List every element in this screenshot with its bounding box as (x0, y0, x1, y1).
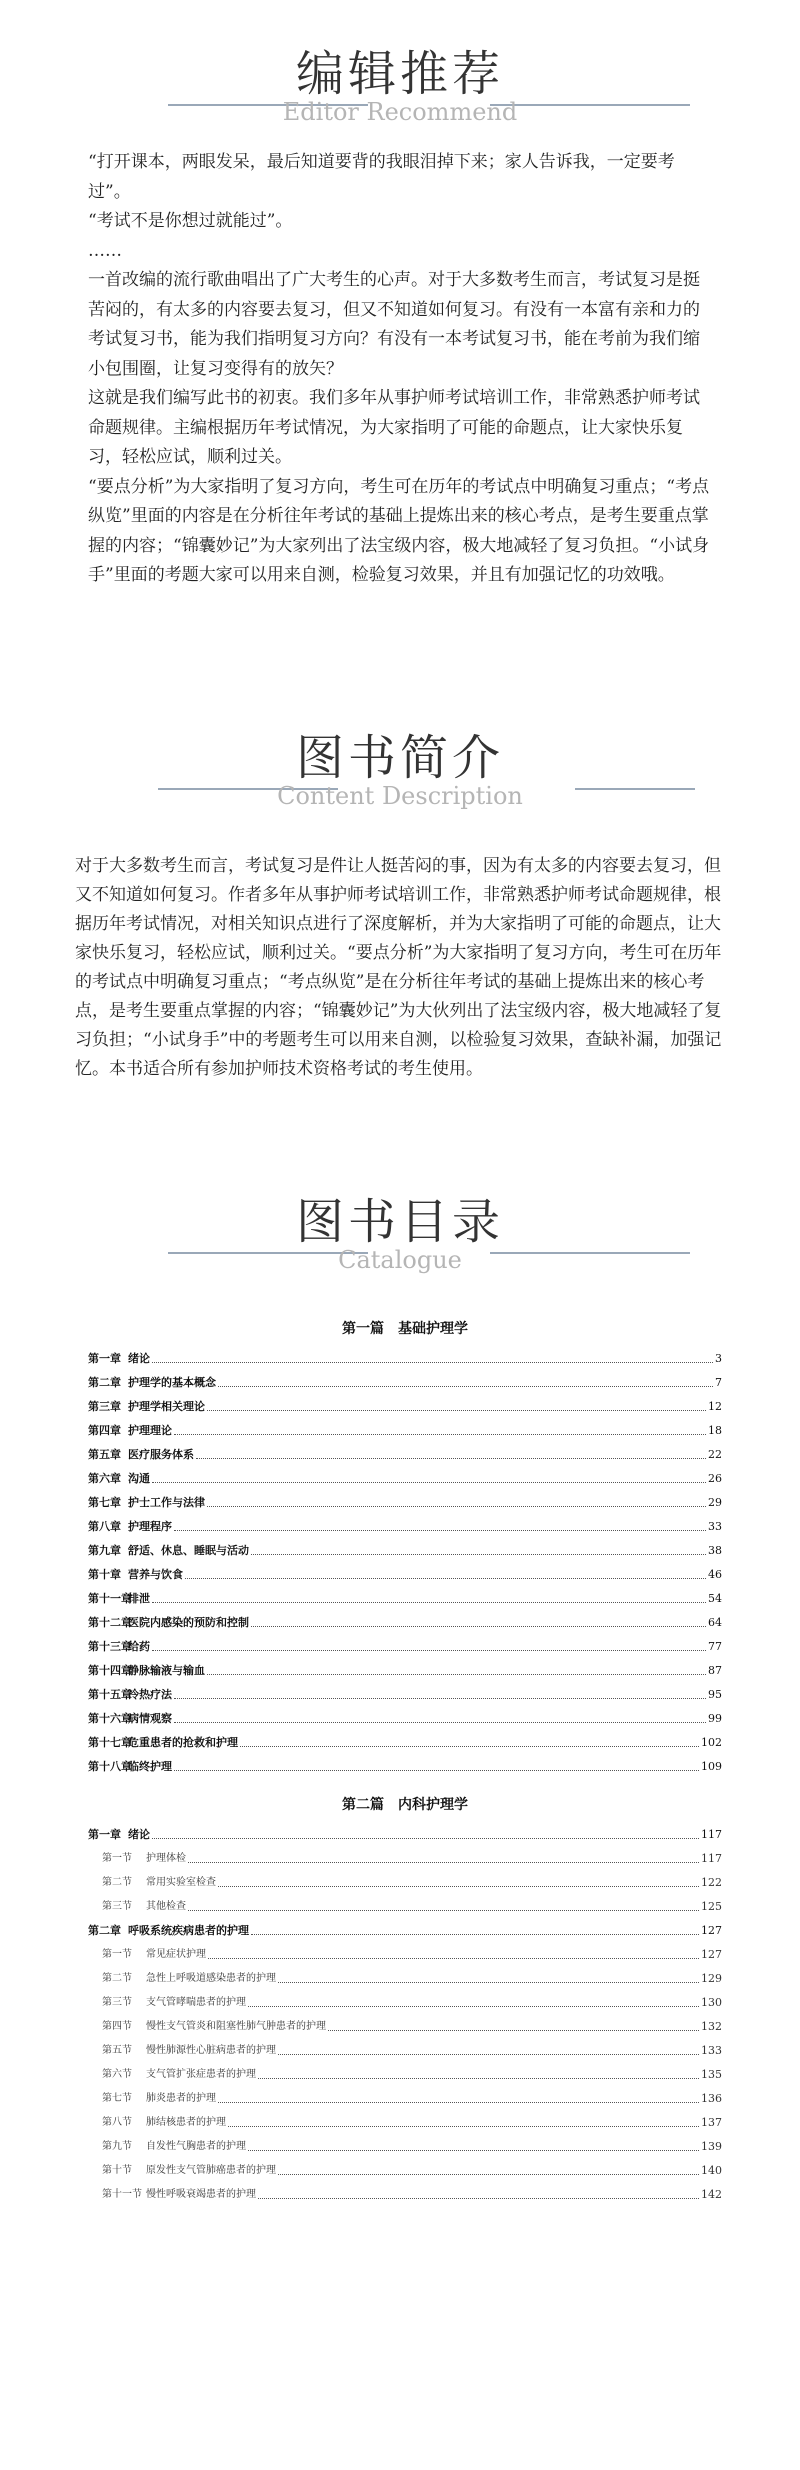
toc-chapter-title: 沟通 (128, 1472, 150, 1485)
toc-chapter-row[interactable] (88, 1728, 722, 1752)
toc-leader-dots (174, 1697, 706, 1699)
toc-section-number: 第十节 (102, 2165, 132, 2176)
toc-chapter-number: 第十二章 (88, 1616, 132, 1629)
toc-leader-dots (218, 2101, 699, 2103)
toc-section-title: 慢性呼吸衰竭患者的护理 (146, 2189, 256, 2200)
toc-section-number: 第八节 (102, 2117, 132, 2128)
toc-part-2-list (88, 1820, 722, 2204)
toc-section-row[interactable] (88, 2156, 722, 2180)
toc-chapter-title: 危重患者的抢救和护理 (128, 1736, 238, 1749)
toc-page-number: 64 (708, 1616, 722, 1629)
toc-leader-dots (207, 1409, 706, 1411)
toc-leader-dots (207, 1505, 706, 1507)
intro-body (75, 852, 723, 1084)
toc-section-row[interactable] (88, 2084, 722, 2108)
toc-leader-dots (278, 2173, 699, 2175)
toc-page-number: 99 (708, 1712, 722, 1725)
toc-chapter-row[interactable] (88, 1916, 722, 1940)
catalogue-subtitle: Catalogue (338, 1246, 462, 1274)
toc-section-number: 第二节 (102, 1877, 132, 1888)
toc-section-title: 慢性支气管炎和阻塞性肺气肿患者的护理 (146, 2021, 326, 2032)
toc-leader-dots (174, 1721, 706, 1723)
toc-chapter-title: 护理学相关理论 (128, 1400, 205, 1413)
toc-section-title: 肺炎患者的护理 (146, 2093, 216, 2104)
editor-paragraph-5: 这就是我们编写此书的初衷。我们多年从事护师考试培训工作，非常熟悉护师考试命题规律。主编根据历年考试情况，为大家指明了可能的命题点，让大家快乐复习，轻松应试，顺利过关。 (88, 388, 700, 467)
toc-section-title: 原发性支气管肺癌患者的护理 (146, 2165, 276, 2176)
toc-section-number: 第六节 (102, 2069, 132, 2080)
toc-leader-dots (174, 1769, 699, 1771)
toc-section-row[interactable] (88, 1988, 722, 2012)
toc-chapter-number: 第十四章 (88, 1664, 132, 1677)
toc-section-number: 第二节 (102, 1973, 132, 1984)
toc-chapter-title: 临终护理 (128, 1760, 172, 1773)
toc-page-number: 46 (708, 1568, 722, 1581)
toc-leader-dots (174, 1529, 706, 1531)
toc-page-number: 7 (715, 1376, 722, 1389)
toc-section-number: 第九节 (102, 2141, 132, 2152)
toc-section-number: 第七节 (102, 2093, 132, 2104)
toc-section-row[interactable] (88, 2180, 722, 2204)
toc-section-row[interactable] (88, 2012, 722, 2036)
toc-section-number: 第一节 (102, 1949, 132, 1960)
toc-leader-dots (248, 2005, 699, 2007)
toc-page-number: 87 (708, 1664, 722, 1677)
toc-chapter-number: 第四章 (88, 1424, 121, 1437)
toc-page-number: 102 (701, 1736, 722, 1749)
toc-leader-dots (278, 2053, 699, 2055)
toc-section-title: 支气管哮喘患者的护理 (146, 1997, 246, 2008)
toc-leader-dots (218, 1885, 699, 1887)
toc-page-number: 132 (701, 2020, 722, 2033)
toc-chapter-row[interactable] (88, 1512, 722, 1536)
toc-chapter-number: 第六章 (88, 1472, 121, 1485)
toc-section-title: 支气管扩张症患者的护理 (146, 2069, 256, 2080)
editor-paragraph-2: “考试不是你想过就能过”。 (88, 211, 293, 231)
toc-section-number: 第三节 (102, 1997, 132, 2008)
toc-chapter-title: 护理程序 (128, 1520, 172, 1533)
toc-chapter-title: 呼吸系统疾病患者的护理 (128, 1924, 249, 1937)
toc-leader-dots (208, 1957, 699, 1959)
toc-section-title: 常见症状护理 (146, 1949, 206, 1960)
catalogue-title: 图书目录 (295, 1194, 504, 1250)
toc-section-title: 自发性气胸患者的护理 (146, 2141, 246, 2152)
toc-section-title: 慢性肺源性心脏病患者的护理 (146, 2045, 276, 2056)
toc-chapter-row[interactable] (88, 1368, 722, 1392)
intro-paragraph: 对于大多数考生而言，考试复习是件让人挺苦闷的事，因为有太多的内容要去复习，但又不知道如何复习。作者多年从事护师考试培训工作，非常熟悉护师考试命题规律，根据历年考试情况，对相关知识点进行了深度解析，并为大家指明了可能的命题点，让大家快乐复习，轻松应试，顺利过关。“要点分析”为大家指明了复习方向，考生可在历年的考试点中明确复习重点；“考点纵览”是在分析往年考试的基础上提炼出来的核心考点，是考生要重点掌握的内容；“锦囊妙记”为大伙列出了法宝级内容，极大地减轻了复习负担；“小试身手”中的考题考生可以用来自测，以检验复习效果，查缺补漏，加强记忆。本书适合所有参加护师技术资格考试的考生使用。 (75, 856, 722, 1079)
toc-chapter-row[interactable] (88, 1632, 722, 1656)
editor-subtitle: Editor Recommend (282, 98, 518, 126)
toc-chapter-title: 排泄 (128, 1592, 150, 1605)
toc-page-number: 38 (708, 1544, 722, 1557)
toc-chapter-number: 第二章 (88, 1924, 121, 1937)
intro-subtitle: Content Description (277, 782, 523, 810)
toc-leader-dots (278, 1981, 699, 1983)
toc-chapter-row[interactable] (88, 1536, 722, 1560)
editor-title: 编辑推荐 (295, 46, 504, 102)
toc-chapter-2-sections (88, 1940, 722, 2204)
toc-section-title: 急性上呼吸道感染患者的护理 (146, 1973, 276, 1984)
toc-page-number: 77 (708, 1640, 722, 1653)
toc-section-title: 肺结核患者的护理 (146, 2117, 226, 2128)
toc-chapter-row[interactable] (88, 1344, 722, 1368)
toc-section-number: 第五节 (102, 2045, 132, 2056)
editor-paragraph-1: “打开课本，两眼发呆，最后知道要背的我眼泪掉下来；家人告诉我，一定要考过”。 (88, 152, 675, 202)
intro-title: 图书简介 (295, 730, 504, 786)
toc-section-title: 其他检查 (146, 1901, 186, 1912)
toc-chapter-title: 医疗服务体系 (128, 1448, 194, 1461)
toc-page-number: 135 (701, 2068, 722, 2081)
toc-chapter-title: 绪论 (128, 1352, 150, 1365)
editor-paragraph-6: “要点分析”为大家指明了复习方向，考生可在历年的考试点中明确复习重点；“考点纵览”里面的内容是在分析往年考试的基础上提炼出来的核心考点，是考生要重点掌握的内容；“锦囊妙记”为大家列出了法宝级内容，极大地减轻了复习负担。“小试身手”里面的考题大家可以用来自测，检验复习效果，并且有加强记忆的功效哦。 (88, 476, 710, 585)
toc-leader-dots (174, 1433, 706, 1435)
toc-page-number: 140 (701, 2164, 722, 2177)
toc-page-number: 33 (708, 1520, 722, 1533)
editor-body (88, 148, 712, 591)
toc-section-row[interactable] (88, 1868, 722, 1892)
toc-page-number: 95 (708, 1688, 722, 1701)
toc-section-title: 护理体检 (146, 1853, 186, 1864)
toc-chapter-number: 第十三章 (88, 1640, 132, 1653)
toc-chapter-number: 第五章 (88, 1448, 121, 1461)
toc-part-2-title: 第二篇 内科护理学 (342, 1797, 468, 1813)
toc-chapter-row[interactable] (88, 1820, 722, 1844)
toc-section-row[interactable] (88, 2036, 722, 2060)
toc-page-number: 18 (708, 1424, 722, 1437)
toc-chapter-number: 第十五章 (88, 1688, 132, 1701)
toc-leader-dots (258, 2197, 699, 2199)
toc-section-row[interactable] (88, 2060, 722, 2084)
toc-page-number: 136 (701, 2092, 722, 2105)
toc-chapter-title: 给药 (128, 1640, 150, 1653)
toc-chapter-number: 第一章 (88, 1352, 121, 1365)
toc-leader-dots (196, 1457, 706, 1459)
toc-page-number: 122 (701, 1876, 722, 1889)
toc-page-number: 127 (701, 1948, 722, 1961)
intro-header (0, 730, 800, 810)
toc-chapter-number: 第三章 (88, 1400, 121, 1413)
toc-chapter-title: 舒适、休息、睡眠与活动 (128, 1544, 249, 1557)
toc-chapter-number: 第十章 (88, 1568, 121, 1581)
toc-section-row[interactable] (88, 2132, 722, 2156)
toc-part-1-title: 第一篇 基础护理学 (342, 1321, 468, 1337)
toc-chapter-row[interactable] (88, 1680, 722, 1704)
toc-section-row[interactable] (88, 1964, 722, 1988)
toc-leader-dots (251, 1933, 699, 1935)
toc-chapter-title: 静脉输液与输血 (128, 1664, 205, 1677)
toc-chapter-row[interactable] (88, 1752, 722, 1776)
toc-page-number: 3 (715, 1352, 722, 1365)
toc-page-number: 109 (701, 1760, 722, 1773)
toc-page-number: 125 (701, 1900, 722, 1913)
toc-page-number: 129 (701, 1972, 722, 1985)
toc-page-number: 117 (701, 1828, 722, 1841)
toc-chapter-1-sections (88, 1844, 722, 1916)
toc-chapter-row[interactable] (88, 1584, 722, 1608)
toc-page-number: 130 (701, 1996, 722, 2009)
toc-section-row[interactable] (88, 2108, 722, 2132)
catalogue-header (0, 1194, 800, 1274)
toc-section-number: 第十一节 (102, 2189, 142, 2200)
toc-section-number: 第三节 (102, 1901, 132, 1912)
toc-chapter-title: 护理理论 (128, 1424, 172, 1437)
toc-chapter-title: 绪论 (128, 1828, 150, 1841)
toc-chapter-number: 第七章 (88, 1496, 121, 1509)
toc-leader-dots (152, 1649, 706, 1651)
toc-page-number: 12 (708, 1400, 722, 1413)
editor-header (0, 46, 800, 126)
toc-section-number: 第四节 (102, 2021, 132, 2032)
toc-page-number: 133 (701, 2044, 722, 2057)
toc-chapter-number: 第十六章 (88, 1712, 132, 1725)
toc-chapter-row[interactable] (88, 1416, 722, 1440)
toc-chapter-title: 护士工作与法律 (128, 1496, 205, 1509)
toc-leader-dots (328, 2029, 699, 2031)
toc-chapter-row[interactable] (88, 1656, 722, 1680)
toc-chapter-number: 第十八章 (88, 1760, 132, 1773)
toc-page-number: 22 (708, 1448, 722, 1461)
toc-section-row[interactable] (88, 1892, 722, 1916)
toc-leader-dots (185, 1577, 706, 1579)
toc-leader-dots (188, 1861, 699, 1863)
toc-chapter-row[interactable] (88, 1560, 722, 1584)
toc-chapter-number: 第二章 (88, 1376, 121, 1389)
toc-section-number: 第一节 (102, 1853, 132, 1864)
toc-chapter-row[interactable] (88, 1464, 722, 1488)
toc-chapter-title: 病情观察 (128, 1712, 172, 1725)
toc-leader-dots (152, 1361, 713, 1363)
toc-leader-dots (251, 1625, 706, 1627)
toc-section-row[interactable] (88, 1844, 722, 1868)
toc-chapter-row[interactable] (88, 1488, 722, 1512)
toc-leader-dots (248, 2149, 699, 2151)
toc-leader-dots (207, 1673, 706, 1675)
table-of-contents (88, 1318, 722, 2204)
toc-page-number: 139 (701, 2140, 722, 2153)
toc-chapter-number: 第八章 (88, 1520, 121, 1533)
toc-section-row[interactable] (88, 1940, 722, 1964)
editor-paragraph-3: …… (88, 240, 122, 261)
toc-part-1-list (88, 1344, 722, 1776)
toc-chapter-number: 第十七章 (88, 1736, 132, 1749)
toc-page-number: 142 (701, 2188, 722, 2201)
toc-leader-dots (240, 1745, 699, 1747)
toc-page-number: 117 (701, 1852, 722, 1865)
toc-chapter-row[interactable] (88, 1608, 722, 1632)
toc-page-number: 127 (701, 1924, 722, 1937)
toc-page-number: 29 (708, 1496, 722, 1509)
toc-chapter-number: 第九章 (88, 1544, 121, 1557)
toc-leader-dots (152, 1481, 706, 1483)
toc-chapter-row[interactable] (88, 1392, 722, 1416)
toc-page-number: 137 (701, 2116, 722, 2129)
toc-chapter-row[interactable] (88, 1704, 722, 1728)
editor-paragraph-4: 一首改编的流行歌曲唱出了广大考生的心声。对于大多数考生而言，考试复习是挺苦闷的，有太多的内容要去复习，但又不知道如何复习。有没有一本富有亲和力的考试复习书，能为我们指明复习方向？有没有一本考试复习书，能在考前为我们缩小包围圈，让复习变得有的放矢？ (88, 270, 700, 379)
toc-leader-dots (152, 1837, 699, 1839)
toc-section-title: 常用实验室检查 (146, 1877, 216, 1888)
toc-leader-dots (152, 1601, 706, 1603)
toc-chapter-row[interactable] (88, 1440, 722, 1464)
toc-leader-dots (228, 2125, 699, 2127)
toc-chapter-number: 第一章 (88, 1828, 121, 1841)
toc-page-number: 26 (708, 1472, 722, 1485)
toc-chapter-title: 冷热疗法 (128, 1688, 172, 1701)
toc-chapter-number: 第十一章 (88, 1592, 132, 1605)
toc-chapter-title: 营养与饮食 (128, 1568, 183, 1581)
toc-leader-dots (188, 1909, 699, 1911)
toc-chapter-title: 护理学的基本概念 (128, 1376, 216, 1389)
toc-chapter-title: 医院内感染的预防和控制 (128, 1616, 249, 1629)
toc-leader-dots (218, 1385, 713, 1387)
toc-leader-dots (251, 1553, 706, 1555)
toc-leader-dots (258, 2077, 699, 2079)
toc-page-number: 54 (708, 1592, 722, 1605)
